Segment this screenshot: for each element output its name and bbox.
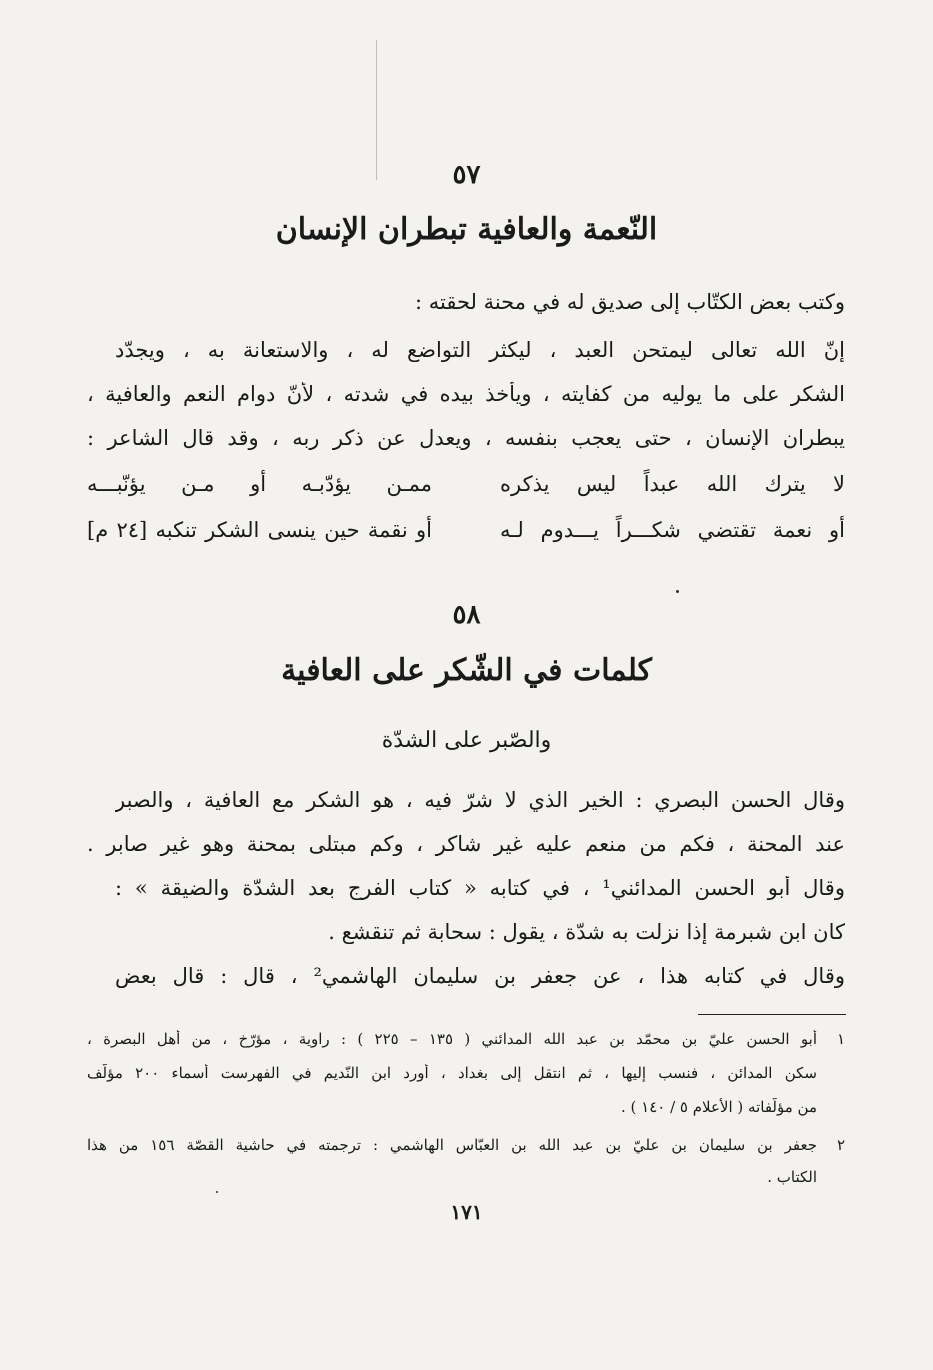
paragraph-line: يبطران الإنسان ، حتى يعجب بنفسه ، ويعدل عن ذكر ربه ، وقد قال الشاعر : [87, 426, 845, 450]
paragraph-line: الشكر على ما يوليه من كفايته ، ويأخذ بيده في شدته ، لأنّ دوام النعم والعافية ، [87, 382, 845, 406]
verse-hemistich-second: أو نقمة حين ينسى الشكر تنكبه [٢٤ م] [87, 518, 432, 542]
section-title: النّعمة والعافية تبطران الإنسان [275, 212, 658, 247]
section-number: ٥٨ [452, 600, 481, 630]
paragraph-line: وقال الحسن البصري : الخير الذي لا شرّ فيه ، هو الشكر مع العافية ، والصبر [115, 788, 845, 812]
poem-verse [87, 518, 845, 550]
paragraph-line: إنّ الله تعالى ليمتحن العبد ، ليكثر التواضع له ، والاستعانة به ، ويجدّد [115, 338, 845, 362]
footnote-line: جعفر بن سليمان بن عليّ بن عبد الله بن العبّاس الهاشمي : ترجمته في حاشية القصّة ١٥٦ من هذا [87, 1136, 817, 1154]
verse-hemistich-second: ممـن يؤدّبـه أو مـن يؤنّبـــه [87, 472, 432, 496]
scan-artifact-line [376, 40, 377, 180]
paragraph-line: عند المحنة ، فكم من منعم عليه غير شاكر ، وكم مبتلى بمحنة وهو غير صابر . [87, 832, 845, 856]
section-subtitle: والصّبر على الشدّة [381, 728, 552, 753]
paragraph-line: وكتب بعض الكتّاب إلى صديق له في محنة لحقته : [414, 290, 845, 314]
footnote-separator [698, 1014, 846, 1015]
verse-hemistich-first: أو نعمة تقتضي شكـــراً يـــدوم لـه [500, 518, 845, 542]
paragraph-line: وقال في كتابه هذا ، عن جعفر بن سليمان الهاشمي² ، قال : قال بعض [115, 964, 845, 988]
section-title: كلمات في الشّكر على العافية [281, 653, 652, 688]
footnote-line: أبو الحسن عليّ بن محمّد بن عبد الله المدائني ( ١٣٥ – ٢٢٥ ) : راوية ، مؤرّخ ، من أهل البصرة ، [87, 1030, 817, 1048]
paragraph-line: كان ابن شبرمة إذا نزلت به شدّة ، يقول : سحابة ثم تنقشع . [328, 920, 845, 944]
poem-verse [87, 472, 845, 504]
footnote-line: سكن المدائن ، فنسب إليها ، ثم انتقل إلى بغداد ، أورد ابن النّديم في الفهرست أسماء ٢٠٠ مؤلّف [87, 1064, 817, 1082]
paragraph-line: وقال أبو الحسن المدائني¹ ، في كتابه « كتاب الفرج بعد الشدّة والضيقة » : [115, 876, 845, 900]
footnote-marker: ٢ [836, 1136, 845, 1154]
footnote-line: الكتاب . [767, 1168, 817, 1186]
page-number: ١٧١ [450, 1200, 483, 1224]
footnote-marker: ١ [836, 1030, 845, 1048]
scan-speck [676, 590, 679, 593]
scan-speck [216, 1191, 218, 1193]
verse-hemistich-first: لا يترك الله عبداً ليس يذكره [500, 472, 845, 496]
footnote-line: من مؤلّفاته ( الأعلام ٥ / ١٤٠ ) . [620, 1098, 817, 1116]
section-number: ٥٧ [452, 160, 481, 190]
